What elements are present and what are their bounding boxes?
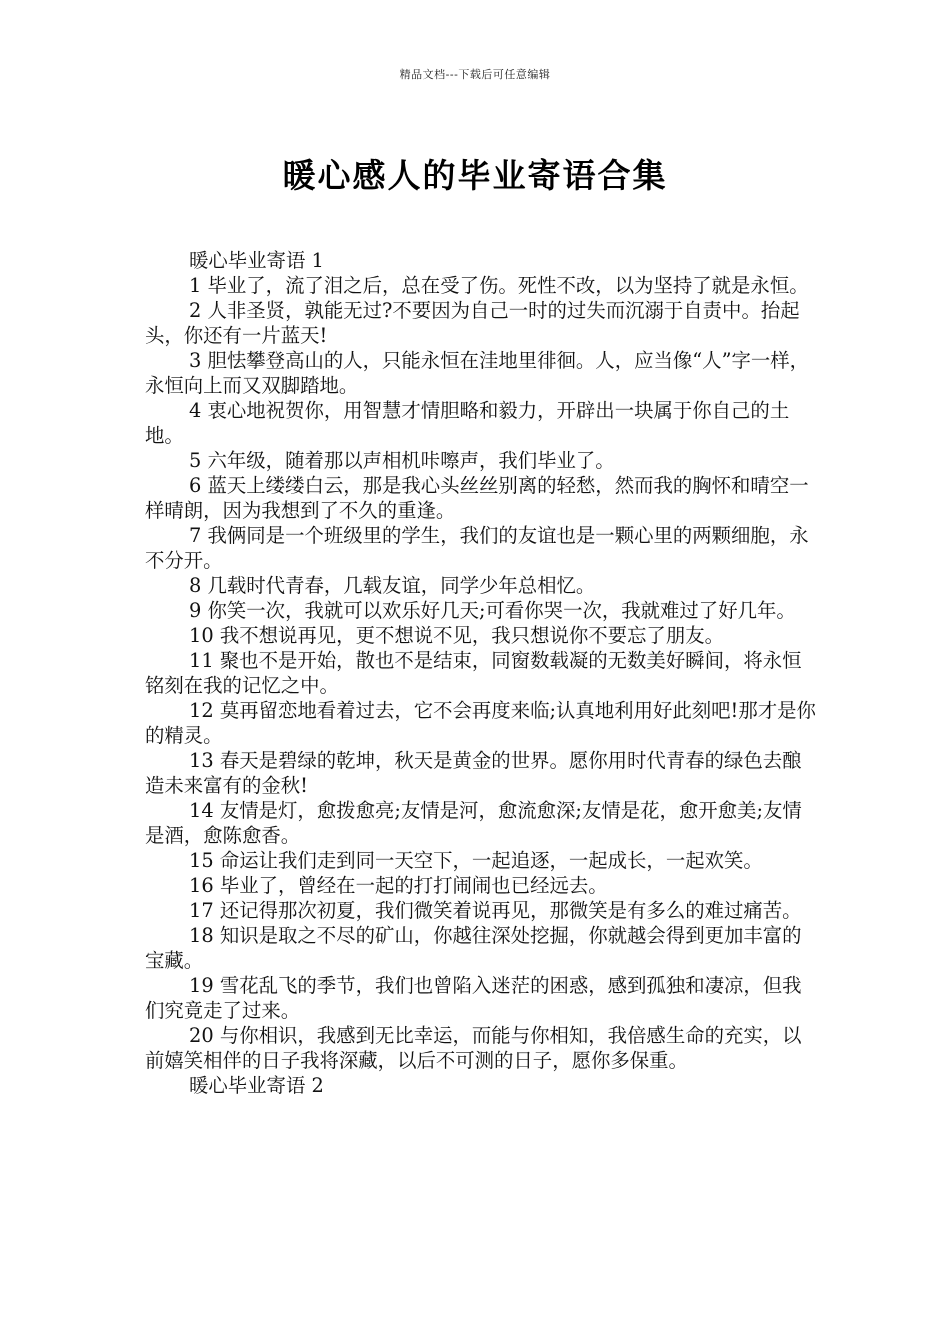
entry-16: 16 毕业了，曾经在一起的打打闹闹也已经远去。	[189, 874, 608, 897]
document-body	[145, 248, 817, 1098]
entry-3: 3 胆怯攀登高山的人，只能永恒在洼地里徘徊。人，应当像“人”字一样，永恒向上而又双脚踏地。	[145, 349, 810, 397]
entry-7: 7 我俩同是一个班级里的学生，我们的友谊也是一颗心里的两颗细胞，永不分开。	[145, 524, 809, 572]
entry-12: 12 莫再留恋地看着过去，它不会再度来临;认真地利用好此刻吧!那才是你的精灵。	[145, 699, 816, 747]
section-heading-1: 暖心毕业寄语 1	[189, 249, 324, 272]
entry-18: 18 知识是取之不尽的矿山，你越往深处挖掘，你就越会得到更加丰富的宝藏。	[145, 924, 802, 972]
entry-13: 13 春天是碧绿的乾坤，秋天是黄金的世界。愿你用时代青春的绿色去酿造未来富有的金秋!	[145, 749, 802, 797]
entry-6: 6 蓝天上缕缕白云，那是我心头丝丝别离的轻愁，然而我的胸怀和晴空一样晴朗，因为我想到了不久的重逢。	[145, 474, 809, 522]
document-title: 暖心感人的毕业寄语合集	[282, 156, 668, 196]
entry-10: 10 我不想说再见，更不想说不见，我只想说你不要忘了朋友。	[189, 624, 724, 647]
entry-11: 11 聚也不是开始，散也不是结束，同窗数载凝的无数美好瞬间，将永恒铭刻在我的记忆之中。	[145, 649, 802, 697]
entry-5: 5 六年级，随着那以声相机咔嚓声，我们毕业了。	[189, 449, 615, 472]
entry-19: 19 雪花乱飞的季节，我们也曾陷入迷茫的困惑，感到孤独和凄凉，但我们究竟走了过来。	[145, 974, 802, 1022]
entry-1: 1 毕业了，流了泪之后，总在受了伤。死性不改，以为坚持了就是永恒。	[189, 274, 809, 297]
entry-2: 2 人非圣贤，孰能无过?不要因为自己一时的过失而沉溺于自责中。抬起头，你还有一片蓝天!	[145, 299, 800, 347]
entry-9: 9 你笑一次，我就可以欢乐好几天;可看你哭一次，我就难过了好几年。	[189, 599, 796, 622]
entry-17: 17 还记得那次初夏，我们微笑着说再见，那微笑是有多么的难过痛苦。	[189, 899, 802, 922]
entry-15: 15 命运让我们走到同一天空下，一起追逐，一起成长，一起欢笑。	[189, 849, 763, 872]
entry-14: 14 友情是灯，愈拨愈亮;友情是河，愈流愈深;友情是花，愈开愈美;友情是酒，愈陈愈香。	[145, 799, 802, 847]
section-heading-2: 暖心毕业寄语 2	[189, 1074, 324, 1097]
entry-20: 20 与你相识，我感到无比幸运，而能与你相知，我倍感生命的充实，以前嬉笑相伴的日子我将深藏，以后不可测的日子，愿你多保重。	[145, 1024, 802, 1072]
entry-8: 8 几载时代青春，几载友谊，同学少年总相忆。	[189, 574, 596, 597]
header-note: 精品文档---下载后可任意编辑	[399, 68, 551, 81]
entry-4: 4 衷心地祝贺你，用智慧才情胆略和毅力，开辟出一块属于你自己的土地。	[145, 399, 790, 447]
